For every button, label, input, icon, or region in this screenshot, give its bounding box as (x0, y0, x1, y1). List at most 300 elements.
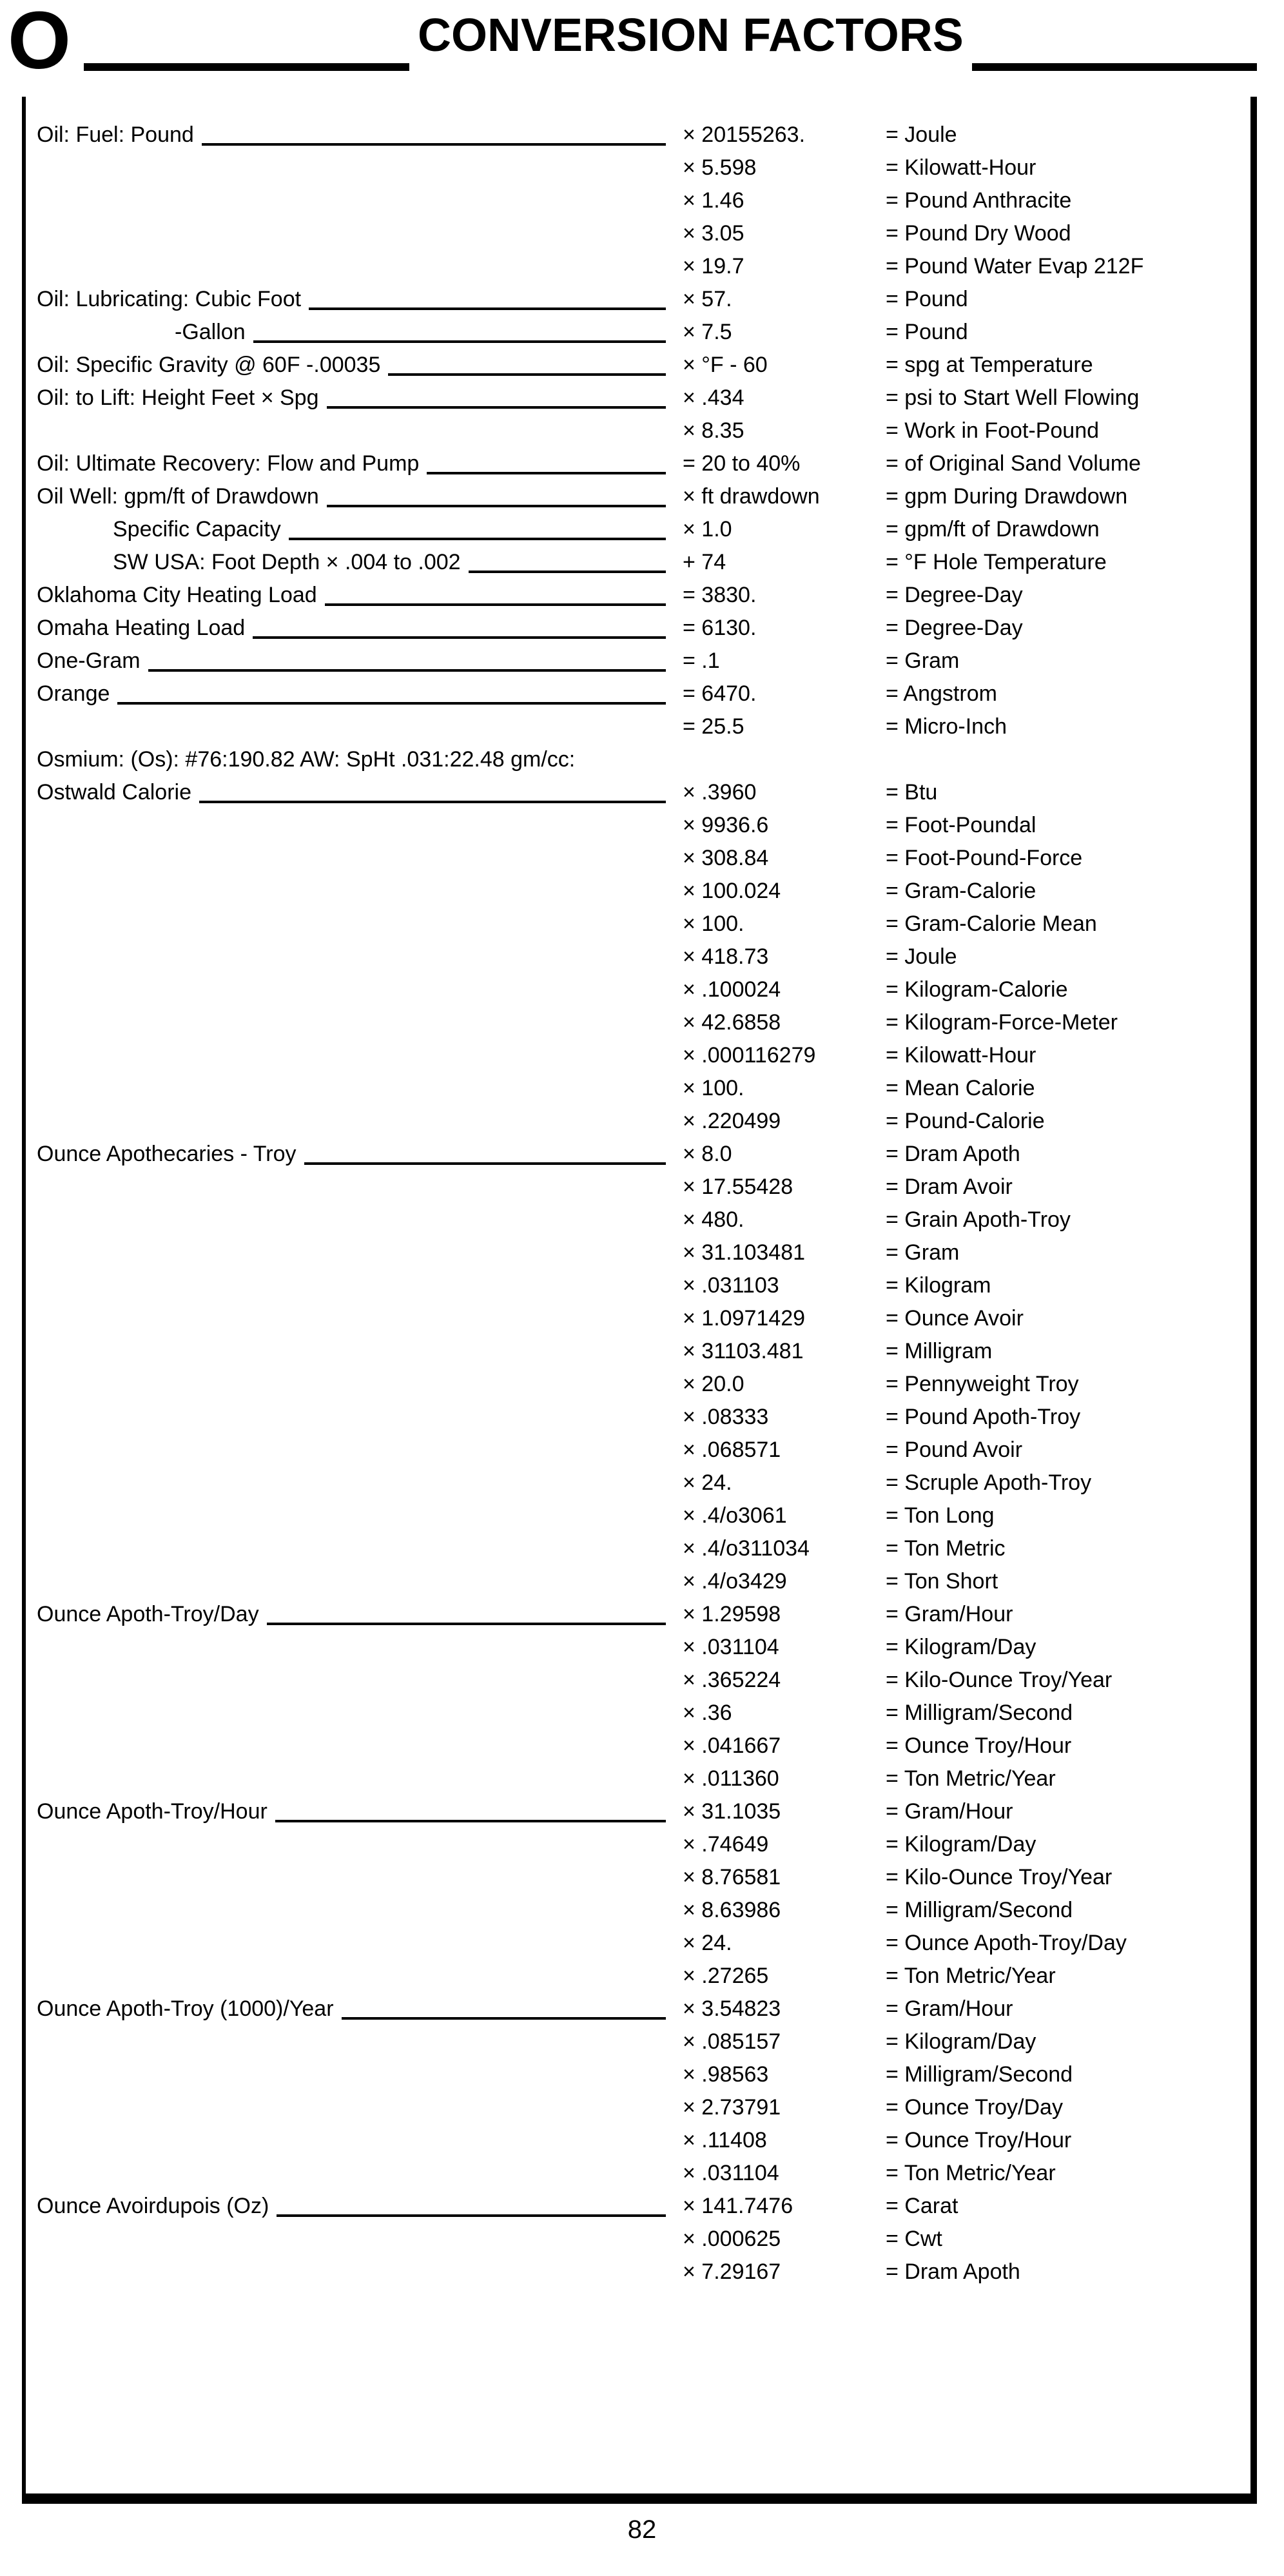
table-row (26, 1499, 1250, 1532)
table-row (26, 184, 1250, 217)
row-label-cell (26, 480, 683, 513)
row-label-cell (26, 316, 683, 349)
row-result: = Kilogram/Day (886, 2029, 1036, 2054)
row-result: = Ton Short (886, 1569, 998, 1594)
row-result: = Kilogram/Day (886, 1832, 1036, 1857)
leader-line (275, 1820, 666, 1822)
row-label-cell (26, 1828, 683, 1861)
row-result: = Ounce Apoth-Troy/Day (886, 1931, 1127, 1955)
row-factor: × .220499 (683, 1109, 781, 1133)
row-label-cell (26, 250, 683, 283)
row-result: = Ton Metric/Year (886, 1964, 1056, 1988)
leader-line (253, 636, 666, 639)
row-label-cell (26, 2256, 683, 2288)
row-factor: × .4/o3061 (683, 1503, 787, 1528)
table-row (26, 776, 1250, 809)
row-label: SW USA: Foot Depth × .004 to .002 (113, 550, 461, 574)
row-factor: × 100. (683, 1076, 744, 1100)
page-number: 82 (627, 2515, 657, 2544)
table-row (26, 217, 1250, 250)
row-label-cell (26, 1204, 683, 1236)
row-label-cell (26, 1730, 683, 1762)
table-row (26, 842, 1250, 875)
row-label-cell (26, 1269, 683, 1302)
leader-line (267, 1623, 666, 1625)
row-factor: × 19.7 (683, 254, 744, 278)
row-factor: × 1.46 (683, 188, 744, 213)
row-label: Osmium: (Os): #76:190.82 AW: SpHt .031:22.48 gm/cc: (37, 747, 576, 772)
row-label-cell (26, 1762, 683, 1795)
table-row (26, 1795, 1250, 1828)
row-label-cell (26, 1697, 683, 1730)
row-label-cell (26, 776, 683, 809)
row-label: Ounce Apothecaries - Troy (37, 1142, 297, 1166)
row-factor: × ft drawdown (683, 484, 820, 509)
table-row (26, 710, 1250, 743)
table-row (26, 2157, 1250, 2190)
row-label-cell (26, 382, 683, 415)
row-label-cell (26, 1960, 683, 1993)
table-row (26, 875, 1250, 908)
row-label: Omaha Heating Load (37, 616, 246, 640)
row-label-cell (26, 678, 683, 710)
table-row (26, 316, 1250, 349)
table-row (26, 480, 1250, 513)
title-rule-right (972, 63, 1257, 71)
row-label: Ounce Avoirdupois (Oz) (37, 2194, 269, 2218)
row-label-cell (26, 1401, 683, 1434)
row-label: Oil: Ultimate Recovery: Flow and Pump (37, 451, 420, 476)
row-result: = Pound Dry Wood (886, 221, 1071, 246)
row-result: = Degree-Day (886, 616, 1023, 640)
row-factor: × 57. (683, 287, 732, 311)
row-label: Ounce Apoth-Troy/Day (37, 1602, 259, 1626)
table-row (26, 2223, 1250, 2256)
table-row (26, 2091, 1250, 2124)
row-result: = Scruple Apoth-Troy (886, 1470, 1092, 1495)
row-result: = gpm During Drawdown (886, 484, 1128, 509)
row-label-cell (26, 2091, 683, 2124)
row-label-cell (26, 1105, 683, 1138)
table-row (26, 1072, 1250, 1105)
row-label: -Gallon (175, 320, 246, 344)
row-label: Ounce Apoth-Troy (1000)/Year (37, 1996, 334, 2021)
row-factor: × 141.7476 (683, 2194, 793, 2218)
row-label-cell (26, 415, 683, 447)
table-row (26, 1762, 1250, 1795)
table-row (26, 1960, 1250, 1993)
row-result: = Pennyweight Troy (886, 1372, 1079, 1396)
row-factor: × 31103.481 (683, 1339, 804, 1363)
leader-line (304, 1162, 666, 1165)
table-row (26, 2058, 1250, 2091)
row-factor: × .365224 (683, 1668, 781, 1692)
row-result: = Ton Metric (886, 1536, 1006, 1561)
row-result: = Pound-Calorie (886, 1109, 1045, 1133)
row-factor: × .031104 (683, 1635, 779, 1659)
row-label-cell (26, 1499, 683, 1532)
row-result: = Gram (886, 649, 960, 673)
row-result: = Work in Foot-Pound (886, 418, 1100, 443)
table-row (26, 1730, 1250, 1762)
row-label-cell (26, 743, 683, 776)
table-row (26, 447, 1250, 480)
row-label-cell (26, 1861, 683, 1894)
table-row (26, 941, 1250, 973)
row-result: = Ton Metric/Year (886, 1766, 1056, 1791)
row-result: = Cwt (886, 2227, 942, 2251)
table-row (26, 2190, 1250, 2223)
row-result: = gpm/ft of Drawdown (886, 517, 1100, 542)
table-row (26, 1269, 1250, 1302)
table-row (26, 1138, 1250, 1171)
conversion-table (22, 97, 1257, 2504)
row-factor: × 17.55428 (683, 1175, 793, 1199)
row-label-cell (26, 842, 683, 875)
row-factor: × .98563 (683, 2062, 769, 2087)
table-row (26, 579, 1250, 612)
table-row (26, 1894, 1250, 1927)
row-label-cell (26, 2124, 683, 2157)
row-label-cell (26, 349, 683, 382)
row-factor: × .36 (683, 1701, 732, 1725)
row-factor: × .100024 (683, 977, 781, 1002)
table-row (26, 1171, 1250, 1204)
row-result: = Foot-Pound-Force (886, 846, 1083, 870)
row-result: = Degree-Day (886, 583, 1023, 607)
table-row (26, 612, 1250, 645)
title-rule-left (84, 63, 409, 71)
row-label: Oil: Specific Gravity @ 60F -.00035 (37, 353, 381, 377)
row-result: = Joule (886, 944, 957, 969)
row-label-cell (26, 908, 683, 941)
row-factor: × 20155263. (683, 122, 806, 147)
row-factor: = 20 to 40% (683, 451, 801, 476)
row-result: = Carat (886, 2194, 958, 2218)
row-factor: × .74649 (683, 1832, 769, 1857)
row-factor: × 9936.6 (683, 813, 769, 837)
row-label-cell (26, 1532, 683, 1565)
row-label: Oil: Fuel: Pound (37, 122, 194, 147)
row-factor: = 3830. (683, 583, 757, 607)
row-label-cell (26, 2223, 683, 2256)
row-factor: × °F - 60 (683, 353, 768, 377)
row-factor: × .085157 (683, 2029, 781, 2054)
row-result: = Ounce Avoir (886, 1306, 1024, 1331)
row-result: = Pound (886, 287, 968, 311)
row-result: = Grain Apoth-Troy (886, 1207, 1071, 1232)
row-factor: × 7.5 (683, 320, 732, 344)
table-row (26, 1368, 1250, 1401)
row-label-cell (26, 1993, 683, 2025)
row-label-cell (26, 1236, 683, 1269)
row-result: = Mean Calorie (886, 1076, 1035, 1100)
table-row (26, 809, 1250, 842)
section-letter: O (8, 0, 69, 86)
row-factor: × 8.0 (683, 1142, 732, 1166)
row-label-cell (26, 2025, 683, 2058)
row-factor: × 1.0 (683, 517, 732, 542)
row-label-cell (26, 1006, 683, 1039)
table-row (26, 119, 1250, 151)
row-label-cell (26, 1598, 683, 1631)
table-row (26, 1927, 1250, 1960)
table-row (26, 973, 1250, 1006)
row-label-cell (26, 151, 683, 184)
table-row (26, 2256, 1250, 2288)
row-result: = Gram-Calorie Mean (886, 912, 1097, 936)
table-row (26, 2025, 1250, 2058)
table-row (26, 283, 1250, 316)
leader-line (427, 472, 666, 474)
row-factor: = .1 (683, 649, 720, 673)
row-label-cell (26, 447, 683, 480)
row-result: = Milligram (886, 1339, 993, 1363)
row-label-cell (26, 1138, 683, 1171)
row-result: = Pound (886, 320, 968, 344)
row-factor: × .434 (683, 385, 744, 410)
row-result: = Btu (886, 780, 938, 805)
row-result: = Dram Apoth (886, 1142, 1020, 1166)
row-result: = psi to Start Well Flowing (886, 385, 1140, 410)
row-label-cell (26, 2058, 683, 2091)
row-result: = Milligram/Second (886, 1898, 1073, 1922)
row-result: = Kilogram (886, 1273, 991, 1298)
table-row (26, 1335, 1250, 1368)
row-result: = Dram Avoir (886, 1175, 1013, 1199)
row-result: = Kilo-Ounce Troy/Year (886, 1865, 1113, 1889)
row-label-cell (26, 973, 683, 1006)
row-factor: × 480. (683, 1207, 744, 1232)
row-label-cell (26, 645, 683, 678)
row-factor: × .3960 (683, 780, 757, 805)
row-result: = Milligram/Second (886, 2062, 1073, 2087)
row-result: = °F Hole Temperature (886, 550, 1107, 574)
row-factor: × 418.73 (683, 944, 769, 969)
row-factor: × 42.6858 (683, 1010, 781, 1035)
row-label: Oklahoma City Heating Load (37, 583, 317, 607)
row-factor: × .11408 (683, 2128, 767, 2152)
row-factor: × 20.0 (683, 1372, 744, 1396)
row-label-cell (26, 1368, 683, 1401)
row-label-cell (26, 513, 683, 546)
table-row (26, 1434, 1250, 1467)
row-factor: × .031103 (683, 1273, 779, 1298)
row-label: Oil: to Lift: Height Feet × Spg (37, 385, 319, 410)
row-result: = Gram/Hour (886, 1799, 1013, 1824)
table-row (26, 382, 1250, 415)
row-factor: × .000625 (683, 2227, 781, 2251)
row-label-cell (26, 612, 683, 645)
table-row (26, 1467, 1250, 1499)
row-label-cell (26, 119, 683, 151)
table-row (26, 415, 1250, 447)
leader-line (199, 801, 666, 803)
row-result: = Kilogram-Force-Meter (886, 1010, 1118, 1035)
row-label-cell (26, 217, 683, 250)
row-factor: = 6470. (683, 681, 757, 706)
table-row (26, 1598, 1250, 1631)
row-result: = Kilogram-Calorie (886, 977, 1068, 1002)
row-label-cell (26, 875, 683, 908)
table-row (26, 349, 1250, 382)
row-result: = Pound Anthracite (886, 188, 1072, 213)
row-factor: × 5.598 (683, 155, 757, 180)
row-factor: × .4/o3429 (683, 1569, 787, 1594)
table-row (26, 1532, 1250, 1565)
table-row (26, 908, 1250, 941)
row-result: = Ounce Troy/Hour (886, 2128, 1072, 2152)
row-result: = Angstrom (886, 681, 997, 706)
row-factor: + 74 (683, 550, 726, 574)
table-row (26, 1039, 1250, 1072)
row-label: One-Gram (37, 649, 141, 673)
row-label: Oil Well: gpm/ft of Drawdown (37, 484, 319, 509)
row-result: = Dram Apoth (886, 2259, 1020, 2284)
row-label-cell (26, 2157, 683, 2190)
row-result: = Ounce Troy/Hour (886, 1733, 1072, 1758)
row-result: = Ton Metric/Year (886, 2161, 1056, 2185)
row-factor: × 1.0971429 (683, 1306, 806, 1331)
row-result: = Kilowatt-Hour (886, 1043, 1036, 1068)
row-factor: × 7.29167 (683, 2259, 781, 2284)
table-row (26, 1006, 1250, 1039)
row-result: = Kilowatt-Hour (886, 155, 1036, 180)
row-factor: × 8.76581 (683, 1865, 781, 1889)
row-result: = Pound Water Evap 212F (886, 254, 1144, 278)
row-label: Oil: Lubricating: Cubic Foot (37, 287, 302, 311)
row-label-cell (26, 1171, 683, 1204)
leader-line (327, 505, 666, 507)
row-factor: × 31.1035 (683, 1799, 781, 1824)
row-result: = Gram/Hour (886, 1996, 1013, 2021)
row-factor: × .031104 (683, 2161, 779, 2185)
row-label-cell (26, 1302, 683, 1335)
page-title: CONVERSION FACTORS (418, 10, 964, 61)
row-result: = Milligram/Second (886, 1701, 1073, 1725)
table-row (26, 151, 1250, 184)
table-row (26, 250, 1250, 283)
row-label-cell (26, 546, 683, 579)
row-factor: × 3.54823 (683, 1996, 781, 2021)
row-label: Ostwald Calorie (37, 780, 191, 805)
row-label-cell (26, 1927, 683, 1960)
table-row (26, 1302, 1250, 1335)
row-factor: × .068571 (683, 1438, 781, 1462)
row-result: = Gram (886, 1240, 960, 1265)
row-result: = Gram/Hour (886, 1602, 1013, 1626)
table-row (26, 1828, 1250, 1861)
page-header (0, 0, 1284, 99)
row-factor: × .000116279 (683, 1043, 816, 1068)
row-result: = Ounce Troy/Day (886, 2095, 1063, 2120)
leader-line (327, 406, 666, 409)
row-factor: × 8.35 (683, 418, 744, 443)
row-label-cell (26, 1894, 683, 1927)
row-label-cell (26, 2190, 683, 2223)
leader-line (289, 538, 666, 540)
row-label-cell (26, 941, 683, 973)
row-factor: × 31.103481 (683, 1240, 806, 1265)
row-factor: × 100. (683, 912, 744, 936)
leader-line (277, 2214, 666, 2217)
table-row (26, 678, 1250, 710)
table-row (26, 743, 1250, 776)
table-row (26, 1236, 1250, 1269)
table-row (26, 1664, 1250, 1697)
leader-line (202, 143, 666, 146)
row-label-cell (26, 1795, 683, 1828)
leader-line (469, 571, 666, 573)
row-factor: × .041667 (683, 1733, 781, 1758)
row-label-cell (26, 283, 683, 316)
leader-line (309, 307, 666, 310)
leader-line (148, 669, 666, 672)
table-row (26, 1105, 1250, 1138)
table-row (26, 1993, 1250, 2025)
row-result: = Micro-Inch (886, 714, 1007, 739)
row-factor: × 2.73791 (683, 2095, 781, 2120)
row-label-cell (26, 710, 683, 743)
row-result: = Ton Long (886, 1503, 995, 1528)
row-result: = Foot-Poundal (886, 813, 1036, 837)
leader-line (253, 340, 666, 343)
row-factor: × 308.84 (683, 846, 769, 870)
table-row (26, 1697, 1250, 1730)
row-label-cell (26, 1664, 683, 1697)
row-factor: = 25.5 (683, 714, 744, 739)
row-label-cell (26, 1335, 683, 1368)
leader-line (325, 603, 666, 606)
row-result: = of Original Sand Volume (886, 451, 1141, 476)
row-factor: × .27265 (683, 1964, 769, 1988)
row-label-cell (26, 1434, 683, 1467)
row-factor: = 6130. (683, 616, 757, 640)
table-row (26, 1401, 1250, 1434)
row-label-cell (26, 1631, 683, 1664)
row-factor: × 8.63986 (683, 1898, 781, 1922)
row-result: = Kilo-Ounce Troy/Year (886, 1668, 1113, 1692)
row-result: = Pound Apoth-Troy (886, 1405, 1081, 1429)
table-row (26, 546, 1250, 579)
row-label-cell (26, 579, 683, 612)
row-label-cell (26, 809, 683, 842)
leader-line (342, 2017, 666, 2020)
table-row (26, 1565, 1250, 1598)
row-label: Specific Capacity (113, 517, 281, 542)
row-factor: × 100.024 (683, 879, 781, 903)
row-result: = Pound Avoir (886, 1438, 1023, 1462)
table-row (26, 1204, 1250, 1236)
row-result (886, 743, 1250, 776)
table-row (26, 1631, 1250, 1664)
row-label: Orange (37, 681, 110, 706)
row-label-cell (26, 1467, 683, 1499)
row-result: = Kilogram/Day (886, 1635, 1036, 1659)
row-factor: × 1.29598 (683, 1602, 781, 1626)
row-factor: × .08333 (683, 1405, 769, 1429)
row-factor (683, 743, 886, 776)
row-label: Ounce Apoth-Troy/Hour (37, 1799, 268, 1824)
row-label-cell (26, 184, 683, 217)
table-row (26, 513, 1250, 546)
row-label-cell (26, 1565, 683, 1598)
row-factor: × .4/o311034 (683, 1536, 810, 1561)
leader-line (117, 702, 666, 705)
table-row (26, 645, 1250, 678)
row-label-cell (26, 1039, 683, 1072)
row-factor: × .011360 (683, 1766, 779, 1791)
